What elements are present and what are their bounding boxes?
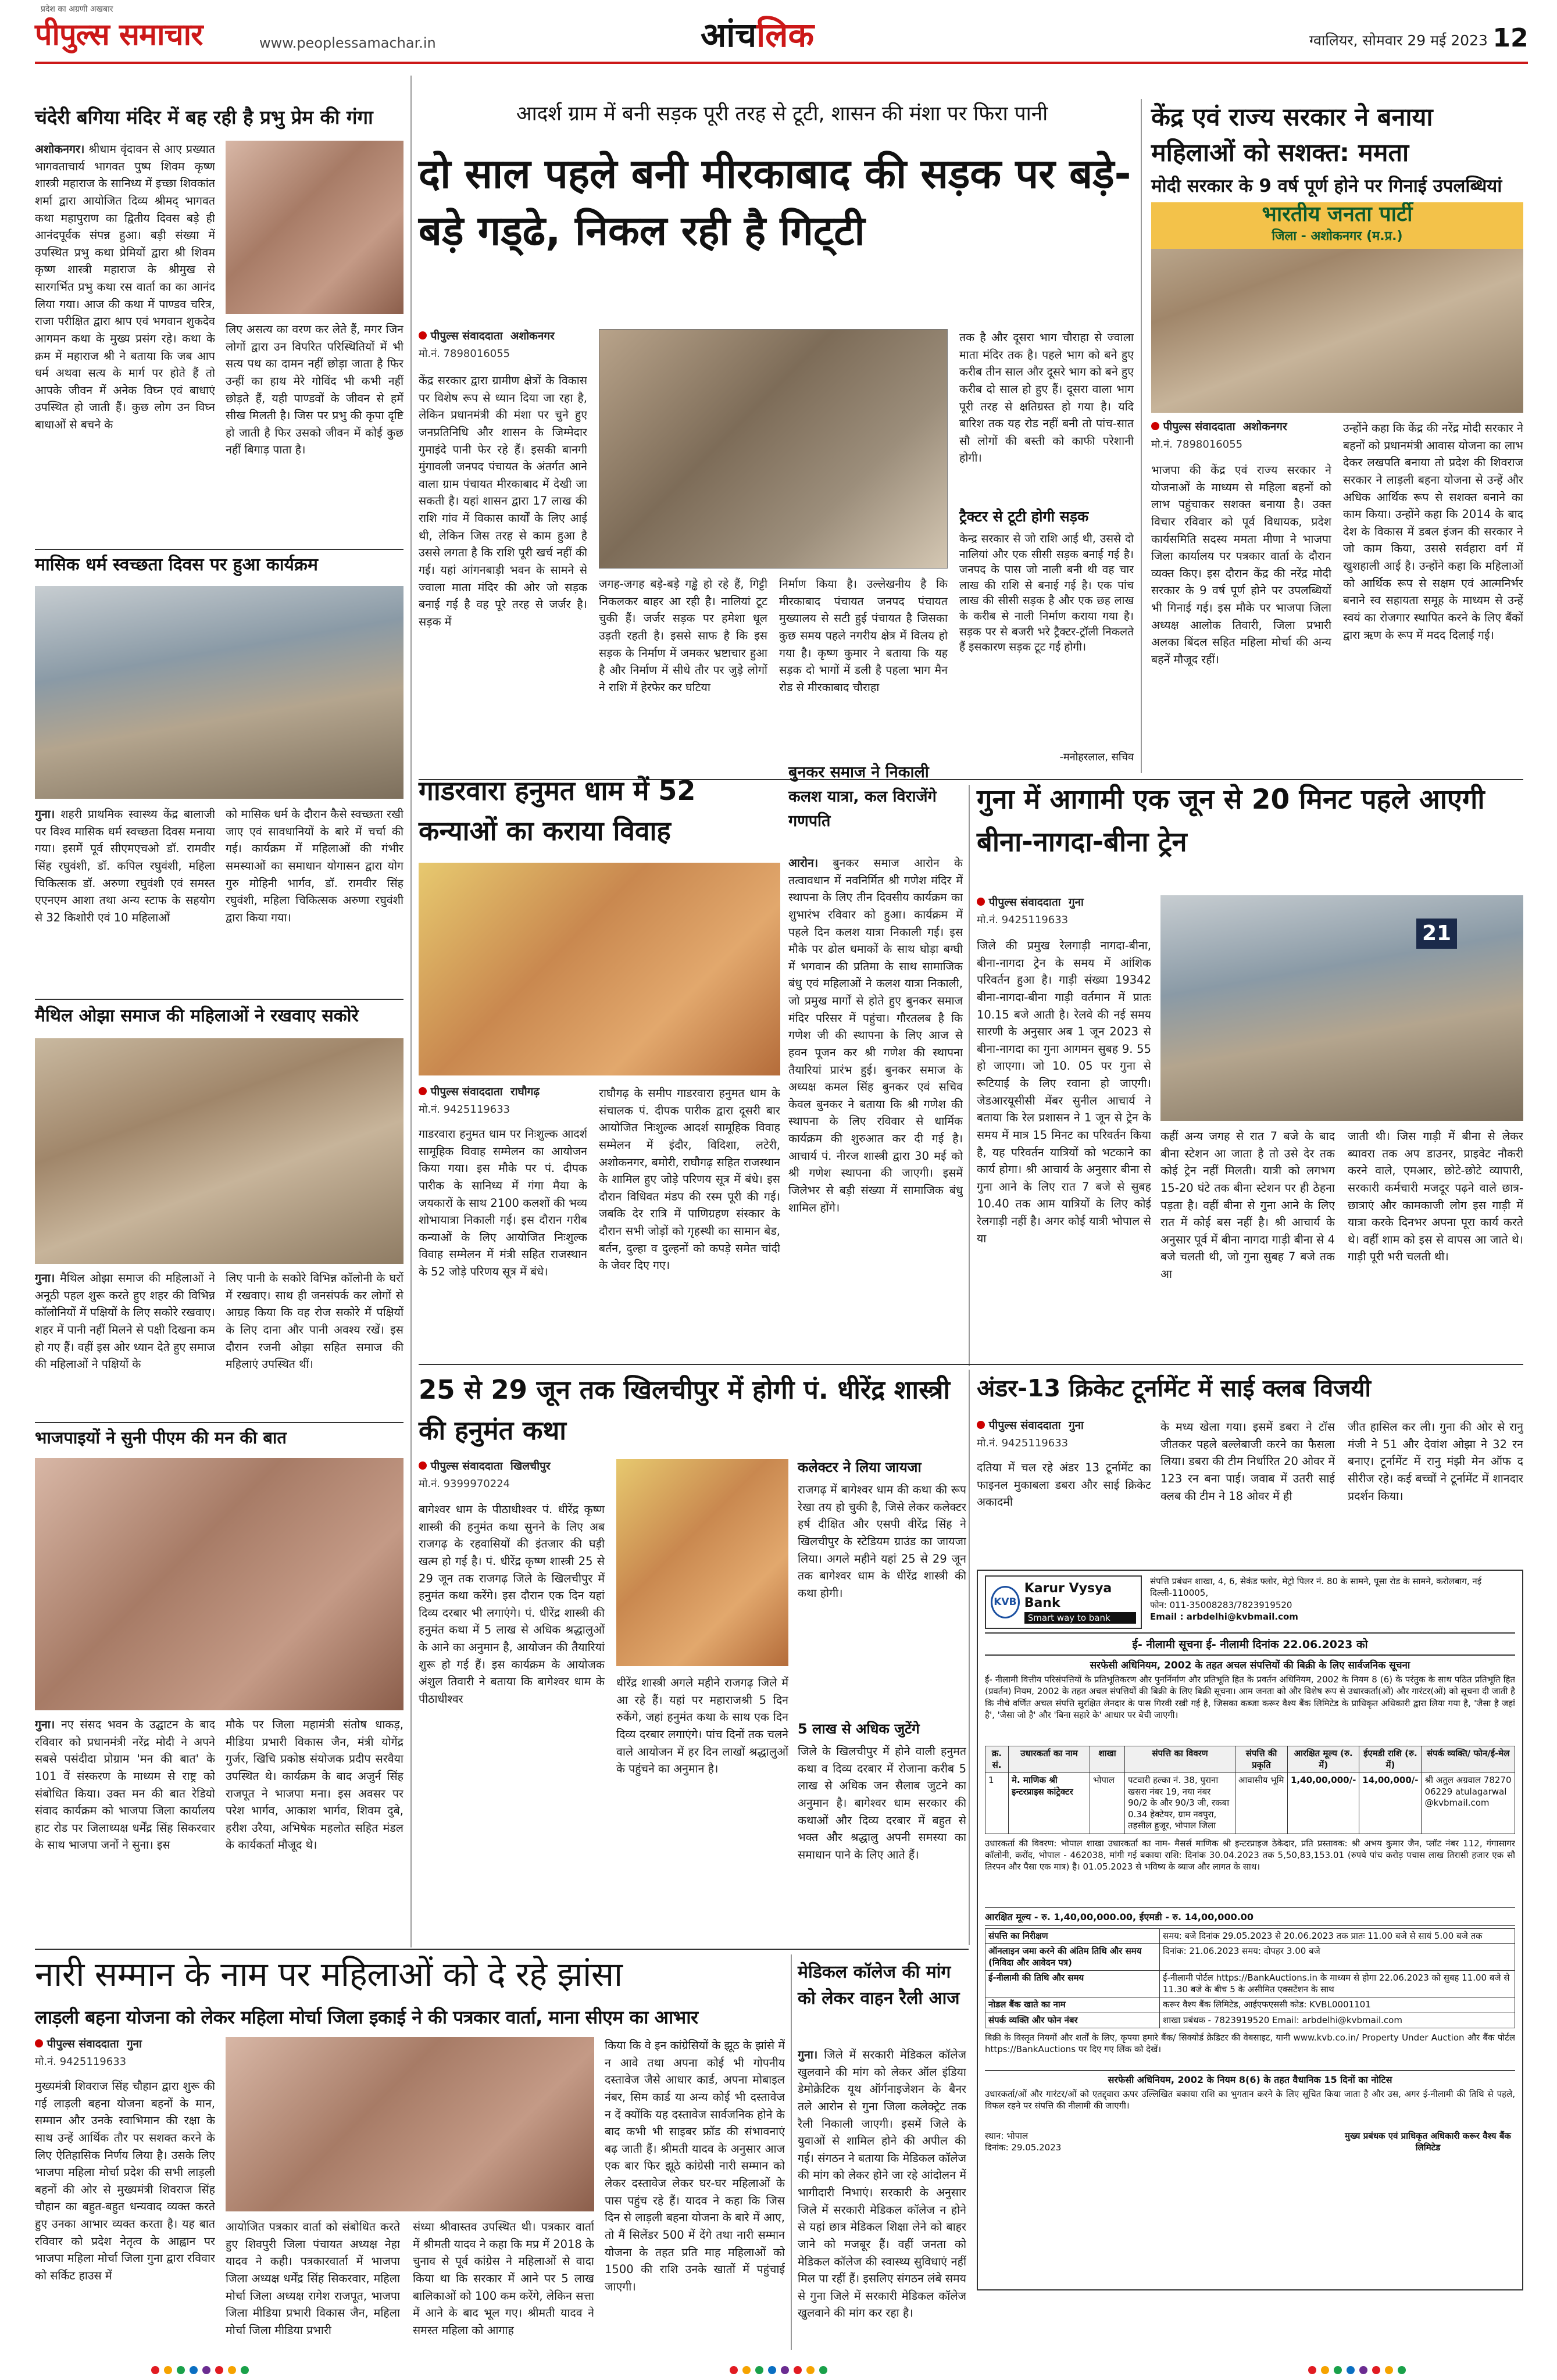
kvb-statutory-title: सरफेसी अधिनियम, 2002 के नियम 8(6) के तहत वैधानिक 15 दिनों का नोटिस [985,2070,1515,2088]
train-place: गुना [1068,896,1084,909]
pin-icon [1151,422,1159,430]
medical-headline: मेडिकल कॉलेज की मांग को लेकर वाहन रैली आज [798,1962,960,2009]
kvb-sign-row [985,2130,1515,2153]
road-photo [599,329,948,569]
kvb-sch-label: संपत्ति का निरीक्षण [985,1928,1160,1944]
chanderi-dateline: अशोकनगर। [35,142,85,156]
kvb-borrower-info: उधारकर्ता की विवरण: भोपाल शाखा उधारकर्ता का नाम- मैसर्स माणिक श्री इन्टरप्राइज ठेकेदार, प्रति प्रस्तावक: श्री अभय कुमार जैन, प्लॉट नंबर 112, गंगासागर कॉलोनी, करोंद, भोपाल - 462038, मांगी गई बकाया राशि: दिनांक 30.04.2023 तक 5,50,83,153.01 (रुपये पांच करोड़ पचास लाख तिरासी हजार एक सौ तिरपन और पैसा एक मात्र) है। 01.05.2023 से भविष्य के ब्याज और लागत के साथ। [985,1838,1515,1872]
kvb-sch-value: दिनांक: 21.06.2023 समय: दोपहर 3.00 बजे [1160,1944,1515,1971]
maithil-photo [35,1038,403,1264]
registration-dot [768,2366,776,2374]
registration-dot [241,2366,249,2374]
registration-dot [794,2366,802,2374]
registration-dot [177,2366,185,2374]
pin-icon [419,1087,427,1095]
footer-dots-right [1308,2366,1406,2374]
medical-col1 [798,2046,966,2349]
road-subhead: ट्रैक्टर से टूटी होगी सड़क [959,508,1089,525]
gadarwara-mobile: मो.नं. 9425119633 [419,1103,510,1116]
cricket-byline-text: पीपुल्स संवाददाता [988,1419,1061,1432]
train-byline-text: पीपुल्स संवाददाता [988,896,1061,909]
kvb-th: ईएमडी राशि (रु. में) [1359,1746,1422,1773]
maithil-headline: मैथिल ओझा समाज की महिलाओं ने रखवाए सकोरे [35,1006,359,1026]
kvb-schedule-row [985,1944,1515,1971]
divider [419,1364,1523,1365]
nari-byline-text: पीपुल्स संवाददाता [47,2038,119,2050]
kvb-td: 14,00,000/- [1359,1773,1422,1834]
brand-logo: पीपुल्स समाचार [35,17,203,52]
registration-dot [806,2366,815,2374]
mamta-banner-sub: जिला - अशोकनगर (म.प्र.) [1272,229,1403,244]
chanderi-headline: चंदेरी बगिया मंदिर में बह रही है प्रभु प्रेम की गंगा [35,106,373,128]
medical-dateline: गुना। [798,2048,818,2061]
gadarwara-byline [419,1085,587,1099]
kvb-th: संपत्ति की प्रकृति [1235,1746,1288,1773]
kvb-td: पटवारी हल्का नं. 38, पुराना खसरा नंबर 19, नया नंबर 90/2 के और 90/3 जी, रकबा 0.34 हेक्टेयर, ग्राम नवपुरा, तहसील हुजूर, भोपाल जिला [1125,1773,1235,1834]
mamta-col2: उन्होंने कहा कि केंद्र की नरेंद्र मोदी सरकार ने बहनों को प्रधानमंत्री आवास योजना का लाभ देकर लखपति बनाया तो प्रदेश की शिवराज सरकार ने लाड़ली बहना योजना से उन्हें और अधिक आर्थिक रूप से सशक्त बनाने का काम किया। उन्होंने कहा कि 2014 के बाद देश के विकास में डबल इंजन की सरकार ने जो काम किया, उससे सर्वहारा वर्ग में खुशहाली आई है। उन्होंने कहा कि महिलाओं को आर्थिक रूप से सक्षम एवं आत्मनिर्भर बनाने स्व सहायता समूह के माध्यम से उन्हें स्वयं का रोजगार स्थापित करने के लिए बैंकों द्वारा ऋण के रूप में मदद दिलाई गई। [1343,421,1523,642]
train-col3: जाती थी। जिस गाड़ी में बीना से लेकर ब्यावरा तक अप डाउनर, प्राइवेट नौकरी करने वाले, एमआर, छोटे-छोटे व्यापारी, सरकारी कर्मचारी मजदूर पढ़ने वाले छात्र-छात्राएं और कामकाजी लोग इस गाड़ी में यात्रा करके दिनभर अपना पूरा कार्य करते थे। वहीं शाम को इस से वापस आ जाते थे। गाड़ी पूरी भरी चलती थी। [1348,1130,1523,1264]
bjp-mkb-col1 [35,1716,215,1943]
pin-icon [977,898,985,906]
date-line: ग्वालियर, सोमवार 29 मई 2023 [1309,32,1488,49]
kvb-branch: संपत्ति प्रबंधन शाखा, 4, 6, सेकंड फ्लोर, मेट्रो पिलर नं. 80 के सामने, पूसा रोड के सामने, करोलबाग, नई दिल्ली-110005, [1150,1576,1482,1599]
kvb-schedule-row [985,1997,1515,2013]
kvb-statutory-body: उधारकर्ता/ओं और गारंटर/ओं को एतद्द्वारा ऊपर उल्लिखित बकाया राशि का भुगतान करने के लिए सूचित किया जाता है और उस, अगर ई-नीलामी की तिथि से पहले, विफल रहने पर संपत्ति की नीलामी की जाएगी। [985,2089,1515,2111]
train-byline-block [977,895,1151,927]
menstrual-col2: को मासिक धर्म के दौरान कैसे स्वच्छता रखी जाए एवं सावधानियों के बारे में चर्चा की गई। कार्यक्रम में महिलाओं की गंभीर समस्याओं का समाधान योगासन द्वारा योग गुरु मोहिनी भार्गव, डॉ. रामवीर सिंह रघुवंशी, महिला चिकित्सक अरुणा रघुवंशी द्वारा किया गया। [226,807,403,924]
column-divider [410,76,412,1947]
registration-dot [228,2366,236,2374]
registration-dot [755,2366,763,2374]
bunkar-text: बुनकर समाज आरोन के तत्वावधान में नवनिर्मित श्री गणेश मंदिर में स्थापना के लिए तीन दिवसीय कार्यक्रम का शुभारंभ रविवार को हुआ। कार्यक्रम में पहले दिन कलश यात्रा निकाली गई। इस मौके पर ढोल धमाकों के साथ घोड़ा बग्घी में भगवान की प्रतिमा के साथ सामाजिक बंधु एवं महिलाओं ने कलश यात्रा निकाली, जो प्रमुख मार्गों से होते हुए बुनकर समाज मंदिर परिसर में पहुंचा। गौरतलब है कि गणेश जी की स्थापना के लिए आज से हवन पूजन कर श्री गणेश की स्थापना तैयारियां प्रारंभ हुई। बुनकर समाज के अध्यक्ष कमल सिंह बुनकर एवं सचिव केवल बुनकर ने बताया कि श्री गणेश की स्थापना के लिए रविवार से धार्मिक कार्यक्रम की शुरुआत कर दी गई है। आचार्य पं. नीरज शास्त्री द्वारा 30 मई को श्री गणेश स्थापना की जाएगी। इसमें जिलेभर से बड़ी संख्या में सामाजिक बंधु शामिल होंगे। [788,856,963,1214]
khilchipur-mobile: मो.नं. 9399970224 [419,1477,510,1490]
kvb-sch-value: करूर वैश्य बैंक लिमिटेड, आईएफएससी कोड: KVBL0001101 [1160,1997,1515,2013]
kvb-schedule-row [985,1971,1515,1997]
nari-headline: नारी सम्मान के नाम पर महिलाओं को दे रहे झांसा [35,1954,623,1994]
kvb-th: उधारकर्ता का नाम [1009,1746,1090,1773]
road-headline: दो साल पहले बनी मीरकाबाद की सड़क पर बड़े-बड़े गड्‌ढे, निकल रही है गिट्‌टी [419,150,1131,255]
bunkar-col1 [788,855,963,1358]
divider [35,1949,969,1950]
khilchipur-col2: धीरेंद्र शास्त्री अगले महीने राजगढ़ जिले में आ रहे हैं। यहां पर महाराजश्री 5 दिन रुकेंगे, जहां हनुमंत कथा के साथ एक दिन दिव्य दरबार लगाएंगे। पांच दिनों तक चलने वाले आयोजन में हर दिन लाखों श्रद्धालुओं के पहुंचने का अनुमान है। [616,1676,788,1776]
mamta-col1: भाजपा की केंद्र एवं राज्य सरकार ने योजनाओं के माध्यम से महिला बहनों को लाभ पहुंचाकर सशक्त बनाया है। उक्त विचार रविवार को पूर्व विधायक, प्रदेश कार्यसमिति सदस्य ममता मीणा ने भाजपा जिला कार्यालय पर पत्रकार वार्ता के दौरान व्यक्त किए। इस दौरान केंद्र की नरेंद्र मोदी सरकार के 9 वर्ष पूर्ण होने पर उपलब्धियों भी गिनाई गई। इस मौके पर भाजपा जिला अध्यक्ष आलोक तिवारी, जिला प्रभारी अलका बिंदल सहित महिला मोर्चा की अन्य बहनें मौजूद रहीं। [1151,463,1331,666]
section-suffix: लिक [756,15,814,55]
mamta-banner [1151,202,1523,249]
khilchipur-byline [419,1459,605,1474]
registration-dot [742,2366,751,2374]
kvb-td: मे. माणिक श्री इन्टरप्राइस कांट्रेक्टर [1009,1773,1090,1834]
cricket-place: गुना [1068,1419,1084,1432]
khilchipur-byline-text: पीपुल्स संवाददाता [430,1460,503,1473]
khilchipur-sub2: 5 लाख से अधिक जुटेंगे [798,1721,920,1737]
kvb-td: 1 [985,1773,1009,1834]
brand-tagline: प्रदेश का अग्रणी अखबार [41,5,113,14]
kvb-logo-text [1024,1581,1136,1624]
train-photo [1160,895,1523,1121]
khilchipur-place: खिलचीपुर [510,1460,551,1473]
kvb-schedule-row [985,1928,1515,1944]
kvb-signatory: मुख्य प्रबंधक एवं प्राधिकृत अधिकारी करूर वैश्य बैंक लिमिटेड [1345,2131,1511,2153]
divider [791,1954,792,2350]
website-url[interactable]: www.peoplessamachar.in [259,35,436,51]
gadarwara-col2: राघौगढ़ के समीप गाडरवारा हनुमत धाम के संचालक पं. दीपक पारीक द्वारा दूसरी बार आयोजित निःशुल्क आदर्श सामूहिक विवाह सम्मेलन में इंदौर, विदिशा, लटेरी, अशोकनगर, बमोरी, राघौगढ़ सहित राजस्थान के शामिल हुए जोड़े परिणय सूत्र में बंधे। इस दौरान विधिवत मंडप की रस्म पूरी की गई। जबकि देर रात्रि में पाणिग्रहण संस्कार के दौरान सभी जोड़ों को गृहस्थी का सामान बेड, बर्तन, दुल्हा व दुल्हनों को कपड़े समेत चांदी के जेवर दिए गए। [599,1087,780,1273]
kvb-sch-label: ई-नीलामी की तिथि और समय [985,1971,1160,1997]
pin-icon [419,331,427,340]
bjp-mkb-col2: मौके पर जिला महामंत्री संतोष धाकड़, मीडिया प्रभारी विकास जैन, मंत्री योगेंद्र गुर्जर, खिचि प्रकोष्ठ संयोजक प्रदीप सरवैया उपस्थित थे। कार्यक्रम के बाद अजुर्न सिंह राजपूत ने भाजपा मना। इस अवसर पर परेश भार्गव, आकाश भार्गव, शिवम दुबे, हरीश उरैया, अभिषेक महलोत सहित मंडल के कार्यकर्ता मौजूद थे। [226,1718,403,1852]
footer-dots-left [151,2366,249,2374]
kvb-sch-value: शाखा प्रबंधक - 7823919520 Email: arbdelhi@kvbmail.com [1160,2013,1515,2028]
road-byline-block [419,329,587,360]
registration-dot [1347,2366,1355,2374]
registration-dot [1385,2366,1393,2374]
train-col2: कहीं अन्य जगह से रात 7 बजे के बाद बीना स्टेशन आ जाता है तो उसे देर तक कोई ट्रेन नहीं मिलती। यात्री को लगभग 15-20 घंटे तक बीना स्टेशन पर ही ठेहना पड़ता है। वहीं बीना से गुना आने के लिए रात में कोई बस नहीं है। श्री आचार्य के अनुसार पूर्व में बीना नागदा गाड़ी बीना से 4 बजे चलती थी, जो गुना सुबह 7 बजे तक आ [1160,1130,1335,1281]
registration-dot [1398,2366,1406,2374]
khilchipur-sub1-body: राजगढ़ में बागेश्वर धाम की कथा की रूप रेखा तय हो चुकी है, जिसे लेकर कलेक्टर हर्ष दीक्षित और एसपी वीरेंद्र सिंह ने खिलचीपुर के स्टेडियम ग्राउंड का जायजा लिया। अगले महीने यहां 25 से 29 जून तक बागेश्वर धाम के धीरेंद्र शास्त्री की कथा होगी। [798,1483,966,1600]
kvb-logo [985,1575,1142,1629]
kvb-notice-title: सरफेसी अधिनियम, 2002 के तहत अचल संपत्तियों की बिक्री के लिए सार्वजनिक सूचना [1090,1660,1410,1671]
gadarwara-place: राघौगढ़ [510,1085,540,1098]
cricket-byline-block [977,1418,1151,1450]
registration-dot [781,2366,789,2374]
cricket-headline: अंडर-13 क्रिकेट टूर्नामेंट में साई क्लब विजयी [977,1374,1371,1402]
kvb-address [1150,1575,1515,1629]
maithil-dateline: गुना। [35,1271,55,1285]
nari-col2: आयोजित पत्रकार वार्ता को संबोधित करते हुए शिवपुरी जिला पंचायत अध्यक्ष नेहा यादव ने कही। पत्रकारवार्ता में भाजपा जिला अध्यक्ष धर्मेंद्र सिंह सिकरवार, महिला मोर्चा जिला अध्यक्ष रागेश राजपूत, भाजपा जिला मीडिया प्रभारी विकास जैन, महिला मोर्चा जिला मीडिया प्रभारी [226,2220,400,2337]
nari-byline [35,2037,215,2052]
kvb-sch-label: ऑनलाइन जमा करने की अंतिम तिथि और समय (निविदा और आवेदन पत्र) [985,1944,1160,1971]
kvb-td: भोपाल [1090,1773,1125,1834]
mamta-sub: मोदी सरकार के 9 वर्ष पूर्ण होने पर गिनाई उपलब्धियां [1151,176,1502,196]
bunkar-headline: बुनकर समाज ने निकाली कलश यात्रा, कल विराजेंगे गणपति [788,763,937,830]
registration-dot [1372,2366,1380,2374]
chanderi-photo [226,141,403,314]
menstrual-dateline: गुना। [35,807,55,821]
footer-dots-center [730,2366,827,2374]
menstrual-col1 [35,806,215,992]
kvb-tagline: Smart way to bank [1024,1612,1136,1624]
mamta-photo [1151,202,1523,413]
road-quote-by: -मनोहरलाल, सचिव [1059,751,1134,763]
page-number: 12 [1492,23,1529,53]
khilchipur-sub1: कलेक्टर ने लिया जायजा [798,1459,922,1475]
cricket-col2: के मध्य खेला गया। इसमें डबरा ने टॉस जीतकर पहले बल्लेबाजी करने का फैसला लिया। डबरा की टीम निर्धारित 20 ओवर में 123 रन बना पाई। जवाब में उतरी साई क्लब की टीम ने 18 ओवर में ही [1160,1420,1335,1503]
khilchipur-sub2-body: जिले के खिलचीपुर में होने वाली हनुमत कथा व दिव्य दरबार में रोजाना करीब 5 लाख से अधिक जन सैलाब जुटने का अनुमान है। बागेश्वर धाम सरकार की कथाओं और दिव्य दरबार में बहुत से भक्त और श्रद्धालु अपनी समस्या का समाधान पाने के लिए आते हैं। [798,1745,966,1861]
bjp-mkb-dateline: गुना। [35,1718,55,1731]
registration-dot [202,2366,210,2374]
nari-mobile: मो.नं. 9425119633 [35,2055,127,2068]
kvb-sch-label: नोडल बैंक खाते का नाम [985,1997,1160,2013]
registration-dot [1334,2366,1342,2374]
masthead-rule [35,62,1528,64]
road-byline-text: पीपुल्स संवाददाता [430,330,503,342]
kvb-ad [977,1570,1523,2290]
bjp-mkb-photo [35,1458,403,1710]
nari-sub: लाड़ली बहना योजना को लेकर महिला मोर्चा जिला इकाई ने की पत्रकार वार्ता, माना सीएम का आभार [35,2006,698,2028]
nari-col1: मुख्यमंत्री शिवराज सिंह चौहान द्वारा शुरू की गई लाड़ली बहना योजना बहनों के मान, सम्मान और उनके स्वाभिमान की रक्षा के साथ उन्हें आर्थिक तौर पर सशक्त करने के लिए ऐतिहासिक निर्णय लिया है। उसके लिए भाजपा महिला मोर्चा प्रदेश की सभी लाड़ली बहनों की ओर से मुख्यमंत्री शिवराज सिंह चौहान का बहुत-बहुत धन्यवाद व्यक्त करते हुए उनका आभार व्यक्त करता है। यह बात रविवार को प्रदेश नेतृत्व के आह्वान पर भाजपा महिला मोर्चा जिला गुना द्वारा रविवार को सर्किट हाउस में [35,2079,215,2282]
kvb-auction-title: ई- नीलामी सूचना ई- नीलामी दिनांक 22.06.2023 को [985,1634,1515,1656]
section-logo [701,10,814,56]
train-col1: जिले की प्रमुख रेलगाड़ी नागदा-बीना, बीना-नागदा ट्रेन के समय में आंशिक परिवर्तन हुआ है। गाड़ी संख्या 19342 बीना-नागदा-बीना गाड़ी वर्तमान में प्रातः 10.15 बजे आती है। रेलवे की नई समय सारणी के अनुसार अब 1 जून 2023 से बीना-नागदा का गुना आगमन सुबह 9. 55 हो जाएगा। जो 10. 05 पर गुना से रूटियाई के लिए रवाना हो जाएगी। जेडआरयूसीसी मेंबर सुनील आचार्य ने बताया कि रेल प्रशासन ने 1 जून से ट्रेन के समय में मात्र 15 मिनट का परिवर्तन किया है, यह परिवर्तन यात्रियों को भटकाने का कार्य होगा। श्री आचार्य के अनुसार बीना से गुना आने के लिए रात 7 बजे से सुबह 10.40 तक आम यात्रियों के लिए कोई रेलगाड़ी नहीं है। अगर कोई यात्री भोपाल से या [977,939,1151,1245]
cricket-byline [977,1418,1151,1433]
pin-icon [977,1421,985,1429]
kvb-schedule-row [985,2013,1515,2028]
cricket-col3: जीत हासिल कर ली। गुना की ओर से रानु मंजी ने 51 और देवांश ओझा ने 32 रन बनाए। टूर्नामेंट में रानु मंझी मेन ऑफ द सीरीज रहे। कई बच्चों ने टूर्नामेंट में शानदार प्रदर्शन किया। [1348,1420,1523,1503]
khilchipur-byline-block [419,1459,605,1491]
registration-dot [1359,2366,1367,2374]
kvb-place-date [985,2130,1061,2153]
kvb-phone: फोन: 011-35008283/7823919520 [1150,1599,1292,1610]
registration-dot [215,2366,223,2374]
mamta-mobile: मो.नं. 7898016055 [1151,438,1243,451]
nari-col3: संध्या श्रीवास्तव उपस्थित थी। पत्रकार वार्ता में श्रीमती यादव ने कहा कि मप्र में 2018 के चुनाव से पूर्व कांग्रेस ने महिलाओं से वादा किया था कि सरकार में आने पर 5 लाख बालिकाओं को 100 कम करेंगे, लेकिन सत्ता में आने के बाद भूल गए। श्रीमती यादव ने समस्त महिला को आगाह [413,2220,594,2337]
kvb-header [985,1575,1515,1634]
kvb-schedule-table [985,1928,1515,2029]
maithil-col1 [35,1270,215,1416]
registration-dot [164,2366,172,2374]
cricket-mobile: मो.नं. 9425119633 [977,1436,1069,1449]
gadarwara-byline-text: पीपुल्स संवाददाता [430,1085,503,1098]
mamta-banner-text: भारतीय जनता पार्टी [1262,202,1413,226]
kvb-th: क्र. सं. [985,1746,1009,1773]
masthead [0,0,1557,64]
bjp-mkb-text1: नए संसद भवन के उद्घाटन के बाद रविवार को प्रधानमंत्री नरेंद्र मोदी ने अपने सबसे पसंदीदा प्रोग्राम 'मन की बात' के 101 वें संस्करण के माध्यम से राष्ट्र को संबोधित किया। उक्त मन की बात रेडियो संवाद कार्यक्रम को भाजपा जिला कार्यालय हाट रोड पर जिलाध्यक्ष धर्मेंद्र सिंह सिकरवार के साथ भाजपा जनों ने सुना। इस [35,1718,215,1852]
mamta-headline: केंद्र एवं राज्य सरकार ने बनाया महिलाओं को सशक्त: ममता [1151,103,1433,168]
registration-dot [819,2366,827,2374]
chanderi-col2: लिए असत्य का वरण कर लेते हैं, मगर जिन लोगों द्वारा उन विपरित परिस्थितियों में भी सत्य पथ का दामन नहीं छोड़ा जाता है फिर उन्हीं का हाथ मेरे गोविंद भी कभी नहीं छोड़ते हैं, यही पाण्डवों के जीवन से हमें सीख मिलती है। जिस पर प्रभु की कृपा दृष्टि हो जाती है फिर उसको जीवन में कोई कुछ नहीं बिगाड़ पाता है। [226,323,403,457]
road-col3: निर्माण किया है। उल्लेखनीय है कि मीरकाबाद पंचायत जनपद पंचायत मुख्यालय से सटी हुई पंचायत है जिसका कुछ समय पहले नगरीय क्षेत्र में विलय हो गया है। कृष्ण कुमार ने बताया कि यह सड़क दो भागों में डली है पहला भाग मैन रोड से मीरकाबाद चौराहा [779,577,948,694]
kvb-td: 1,40,00,000/- [1288,1773,1359,1834]
train-mobile: मो.नं. 9425119633 [977,913,1069,926]
khilchipur-headline: 25 से 29 जून तक खिलचीपुर में होगी पं. धीरेंद्र शास्त्री की हनुमंत कथा [419,1374,951,1446]
divider [35,999,403,1000]
footer-registration-bar [0,2360,1557,2380]
road-quote: केन्द्र सरकार से जो राशि आई थी, उससे दो नालियां और एक सीसी सड़क बनाई गई है। जनपद के पास जो नाली बनी थी वह चार लाख की राशि से बनाई गई है। एक पांच लाख की सीसी सड़क है और एक छह लाख के करीब से नाली निर्माण कराया गया है। सड़क पर से बजरी भरे ट्रैक्टर-ट्रॉली निकलते हैं इसकारण सड़क टूट गई होगी। [959,533,1134,654]
divider [969,785,970,1366]
khilchipur-col1: बागेश्वर धाम के पीठाधीश्वर पं. धीरेंद्र कृष्ण शास्त्री की हनुमंत कथा सुनने के लिए अब राजगढ़ के रहवासियों की इंतजार की घड़ी खत्म हो गई है। पं. धीरेंद्र कृष्ण शास्त्री 25 से 29 जून तक राजगढ़ जिले के खिलचीपुर में हनुमंत कथा करेंगे। इस दौरान एक दिन यहां दिव्य दरबार भी लगाएंगे। पं. धीरेंद्र शास्त्री की हनुमंत कथा में 5 लाख से अधिक श्रद्धालुओं के आने का अनुमान है, आयोजन की तैयारियां शुरू हो गई हैं। इस कार्यक्रम के आयोजक अंशुल तिवारी ने बताया कि बागेश्वर धाम के पीठाधीश्वर [419,1503,605,1706]
kvb-notice-body: ई- नीलामी वित्तीय परिसंपत्तियों के प्रतिभूतिकरण और पुनर्निर्माण और प्रतिभूति हित के प्रवर्तन अधिनियम, 2002 के नियम 8 (6) के परंतुक के साथ पठित प्रतिभूति हित (प्रवर्तन) नियम, 2002 के तहत अचल संपत्तियों की बिक्री के लिए बिक्री सूचना। आम जनता को और विशेष रूप से उधारकर्ता(ओं) और गारंटर(ओं) को सूचना दी जाती है कि नीचे वर्णित अचल संपत्ति सुरक्षित लेनदार के पास गिरवी रखी गई है, जिसका कब्जा करूर वैश्य बैंक लिमिटेड के प्राधिकृत अधिकारी द्वारा लिया गया है, 'जैसा है जहां है', 'जैसा जो है' और 'बिना सहारे के' आधार पर बेची जाएगी। [985,1674,1515,1720]
cricket-col1: दतिया में चल रहे अंडर 13 टूर्नामेंट का फाइनल मुकाबला डबरा और साई क्रिकेट अकादमी [977,1461,1151,1509]
kvb-table-header [985,1746,1515,1773]
gadarwara-headline: गाडरवारा हनुमत धाम में 52 कन्याओं का कराया विवाह [419,775,696,846]
train-headline: गुना में आगामी एक जून से 20 मिनट पहले आएगी बीना-नागदा-बीना ट्रेन [977,784,1485,858]
bunkar-dateline: आरोन। [788,856,819,870]
bjp-mkb-headline: भाजपाइयों ने सुनी पीएम की मन की बात [35,1428,287,1448]
train-byline [977,895,1151,910]
road-quote-block [959,531,1134,764]
nari-photo [226,2037,594,2211]
divider [1141,99,1142,773]
mamta-byline-text: पीपुल्स संवाददाता [1163,420,1235,433]
nari-col4: किया कि वे इन कांग्रेसियों के झूठ के झांसे में न आवे तथा अपना कोई भी गोपनीय दस्तावेज जैसे आधार कार्ड, अपना मोबाइल नंबर, सिम कार्ड या अन्य कोई भी दस्तावेज न दें क्योंकि यह दस्तावेज सार्वजनिक होने के बाद कभी भी साइबर फ्रॉड की संभावनाएं बढ़ जाती हैं। श्रीमती यादव के अनुसार आज एक बार फिर झूठे कांग्रेसी नारी सम्मान को लेकर दस्तावेज लेकर घर-घर महिलाओं के पास पहुंच रहे हैं। यादव ने कहा कि जिस दिन से लाड़ली बहना योजना के बारे में आए, तो मैं सिलेंडर 500 में देंगे तथा नारी सम्मान योजना के तहत प्रति माह महिलाओं को 1500 की राशि उनके खातों में पहुंचाई जाएगी। [605,2039,785,2293]
menstrual-headline: मासिक धर्म स्वच्छता दिवस पर हुआ कार्यक्रम [35,555,318,575]
gadarwara-col1: गाडरवारा हनुमत धाम पर निःशुल्क आदर्श सामूहिक विवाह सम्मेलन का आयोजन किया गया। इस मौके पर पं. दीपक पारीक के सानिध्य में गंगा मैया के जयकारों के साथ 2100 कलशों की भव्य शोभायात्रा निकाली गई। इस दौरान गरीब कन्याओं के लिए आयोजित निःशुल्क विवाह सम्मेलन में मंत्री सहित राजस्थान के 52 जोड़े परिणय सूत्र में बंधे। [419,1127,587,1278]
nari-byline-block [35,2037,215,2068]
divider [35,549,403,550]
kvb-bank-name: Karur Vysya Bank [1024,1581,1112,1610]
road-mobile: मो.नं. 7898016055 [419,347,510,360]
kvb-sch-value: ई-नीलामी पोर्टल https://BankAuctions.in के माध्यम से होगा 22.06.2023 को सुबह 11.00 बजे से 11.30 बजे के बीच 5 के असीमित एक्सटेंशन के साथ [1160,1971,1515,1997]
registration-dot [730,2366,738,2374]
gadarwara-byline-block [419,1085,587,1116]
mamta-place: अशोकनगर [1242,420,1287,433]
kvb-footer-note: बिक्री के विस्तृत नियमों और शर्तों के लिए, कृपया हमारे बैंक/ सिक्योर्ड क्रेडिटर की वेबसाइट, यानी www.kvb.co.in/ Property Under Auction और बैंक पोर्टल https://BankAuctions पर दिए गए लिंक को देखें। [985,2032,1515,2055]
kvb-place: स्थान: भोपाल [985,2131,1029,2141]
kvb-email[interactable]: Email : arbdelhi@kvbmail.com [1150,1611,1298,1622]
road-byline [419,329,587,344]
kvb-td: श्री अतुल अग्रवाल 7827006229 atulagarwal@kvbmail.com [1422,1773,1515,1834]
medical-text: जिले में सरकारी मेडिकल कॉलेज खुलवाने की मांग को लेकर ऑल इंडिया डेमोक्रेटिक यूथ ऑर्गनाइजेशन के बैनर तले आरोन से गुना जिला कलेक्ट्रेट तक रैली निकाली जाएगी। इसमें जिले के युवाओं से शामिल होने की अपील की गई। संगठन ने बताया कि मेडिकल कॉलेज की मांग को लेकर होने जा रहे आंदोलन में भागीदारी निभाएं। सरकारी के अनुसार जिले में सरकारी मेडिकल कॉलेज न होने से यहां छात्र मेडिकल शिक्षा लेने को बाहर जाने को मजबूर हैं। वहीं जनता को मेडिकल कॉलेज की स्वास्थ्य सुविधाएं नहीं मिल पा रहीं हैं। इसलिए संगठन लंबे समय से गुना जिले में सरकारी मेडिकल कॉलेज खुलवाने की मांग कर रहा है। [798,2048,966,2320]
divider [35,1422,403,1423]
khilchipur-photo [616,1459,788,1666]
maithil-text1: मैथिल ओझा समाज की महिलाओं ने अनूठी पहल शुरू करते हुए शहर की विभिन्न कॉलोनियों में पक्षियों के लिए सकोरे रखवाए। शहर में पानी नहीं मिलने से पक्षी दिखना कम हो गए हैं। वहीं इस ओर ध्यान देते हुए समाज की महिलाओं ने पक्षियों के [35,1271,215,1371]
gadarwara-photo [419,863,780,1075]
section-prefix: आंच [701,15,757,55]
kvb-sch-label: संपर्क व्यक्ति और फोन नंबर [985,2013,1160,2028]
kvb-th: संपत्ति का विवरण [1125,1746,1235,1773]
road-col1: केंद्र सरकार द्वारा ग्रामीण क्षेत्रों के विकास पर विशेष रूप से ध्यान दिया जा रहा है, लेकिन प्रधानमंत्री की मंशा पर चुने हुए जनप्रतिनिधि और शासन के जिम्मेदार गुमाइंदे पानी फेर रहे हैं। इसकी बानगी मुंगावली जनपद पंचायत के अंतर्गत आने वाला ग्राम पंचायत मीरकाबाद में देखी जा सकती है। यहां शासन द्वारा 17 लाख की राशि गांव में विकास कार्यों के लिए आई थी, लेकिन जिस तरह से काम हुआ है उससे लगता है कि राशि पूरी खर्च नहीं की गई। यहां आंगनबाड़ी भवन के सामने से ज्वाला माता मंदिर की ओर जो सड़क बनाई गई है वह पूरे तरह से जर्जर है। सड़क में [419,374,587,628]
kvb-td: आवासीय भूमि [1235,1773,1288,1834]
pin-icon [35,2039,43,2047]
registration-dot [1308,2366,1316,2374]
mamta-byline [1151,420,1331,434]
menstrual-photo [35,586,403,799]
mamta-byline-block [1151,420,1331,451]
road-place: अशोकनगर [510,330,555,342]
kvb-logo-icon: KVB [991,1586,1020,1618]
road-col4a: तक है और दूसरा भाग चौराहा से ज्वाला माता मंदिर तक है। पहले भाग को बने हुए करीब तीन साल और दूसरे भाग को बने हुए करीब दो साल हो हुए हैं। दूसरा वाला भाग पूरी तरह से क्षतिग्रस्त हो गया है। यदि बारिश तक यह रोड नहीं बनी तो पांच-सात सौ लोगों की बस्ती को काफी परेशानी होगी। [959,331,1134,465]
registration-dot [1321,2366,1329,2374]
pin-icon [419,1461,427,1470]
kvb-reserve-price: आरक्षित मूल्य - रु. 1,40,00,000.00, ईएमडी - रु. 14,00,000.00 [985,1907,1515,1926]
road-kicker: आदर्श ग्राम में बनी सड़क पूरी तरह से टूटी, शासन की मंशा पर फिरा पानी [516,102,1048,126]
kvb-date: दिनांक: 29.05.2023 [985,2142,1062,2153]
road-col2: जगह-जगह बड़े-बड़े गड्ढे हो रहे हैं, गिट्टी निकलकर बाहर आ रही है। नालियां टूट चुकी हैं। जर्जर सड़क पर हमेशा धूल उड़ती रहती है। इससे साफ है कि इस सड़क के निर्माण में जमकर भ्रष्टाचार हुआ है और निर्माण में सीधे तौर पर जुड़े लोगों ने राशि में हेरफेर कर घटिया [599,577,767,694]
kvb-th: संपर्क व्यक्ति/ फोन/ई-मेल [1422,1746,1515,1773]
maithil-col2: लिए पानी के सकोरे विभिन्न कॉलोनी के घरों में रखवाए। साथ ही जनसंपर्क कर लोगों से आग्रह किया कि वह रोज सकोरे में पक्षियों के लिए दाना और पानी अवश्य रखें। इस दौरान रजनी ओझा सहित समाज की महिलाएं उपस्थित थीं। [226,1271,403,1371]
divider [969,1370,970,1945]
kvb-th: आरक्षित मूल्य (रु. में) [1288,1746,1359,1773]
platform-sign: 21 [1416,919,1457,949]
chanderi-text1: श्रीधाम वृंदावन से आए प्रख्यात भागवताचार्य भागवत पुष्प शिवम कृष्ण शास्त्री महाराज के सानिध्य में इच्छा शिवकांत शर्मा द्वारा आयोजित दिव्य श्रीमद् भागवत कथा महापुराण का द्वितीय दिवस बड़े ही आनंदपूर्वक संपन्न हुआ। बड़ी संख्या में उपस्थित प्रभु कथा प्रेमियों द्वारा श्री शिवम कृष्ण शास्त्री महाराज के श्रीमुख से सारगर्भित प्रभु कथा रस वार्ता का का आनंद लिया गया। आज की कथा में पाण्डव चरित्र, राजा परीक्षित द्वारा श्राप एवं भगवान शुकदेव आगमन कथा के मुख्य प्रसंग रहे। कथा के क्रम में महाराज श्री ने बताया कि जब आप धर्म अथवा सत्य के मार्ग पर होते हैं तो आपके जीवन में अनेक विघ्न एवं बाधाएं उपस्थित हो जाती हैं। कुछ लोग उन विघ्न बाधाओं से बचने के [35,142,215,431]
kvb-sch-value: समय: बजे दिनांक 29.05.2023 से 20.06.2023 तक प्रातः 11.00 बजे से सायं 5.00 बजे तक [1160,1928,1515,1944]
kvb-th: शाखा [1090,1746,1125,1773]
chanderi-col1 [35,141,215,519]
registration-dot [151,2366,159,2374]
menstrual-text1: शहरी प्राथमिक स्वास्थ्य केंद्र बालाजी पर विश्व मासिक धर्म स्वच्छता दिवस मनाया गया। इसमें पूर्व सीएमएचओ डॉ. रामवीर सिंह रघुवंशी, डॉ. कपिल रघुवंशी, महिला चिकित्सक डॉ. अरुणा रघुवंशी एवं समस्त एएनएम आशा तथा अन्य स्टाफ के सहयोग से 32 किशोरी एवं 10 महिलाओं [35,807,215,924]
kvb-table-row [985,1773,1515,1834]
nari-place: गुना [126,2038,142,2050]
registration-dot [190,2366,198,2374]
kvb-table [985,1746,1515,1834]
